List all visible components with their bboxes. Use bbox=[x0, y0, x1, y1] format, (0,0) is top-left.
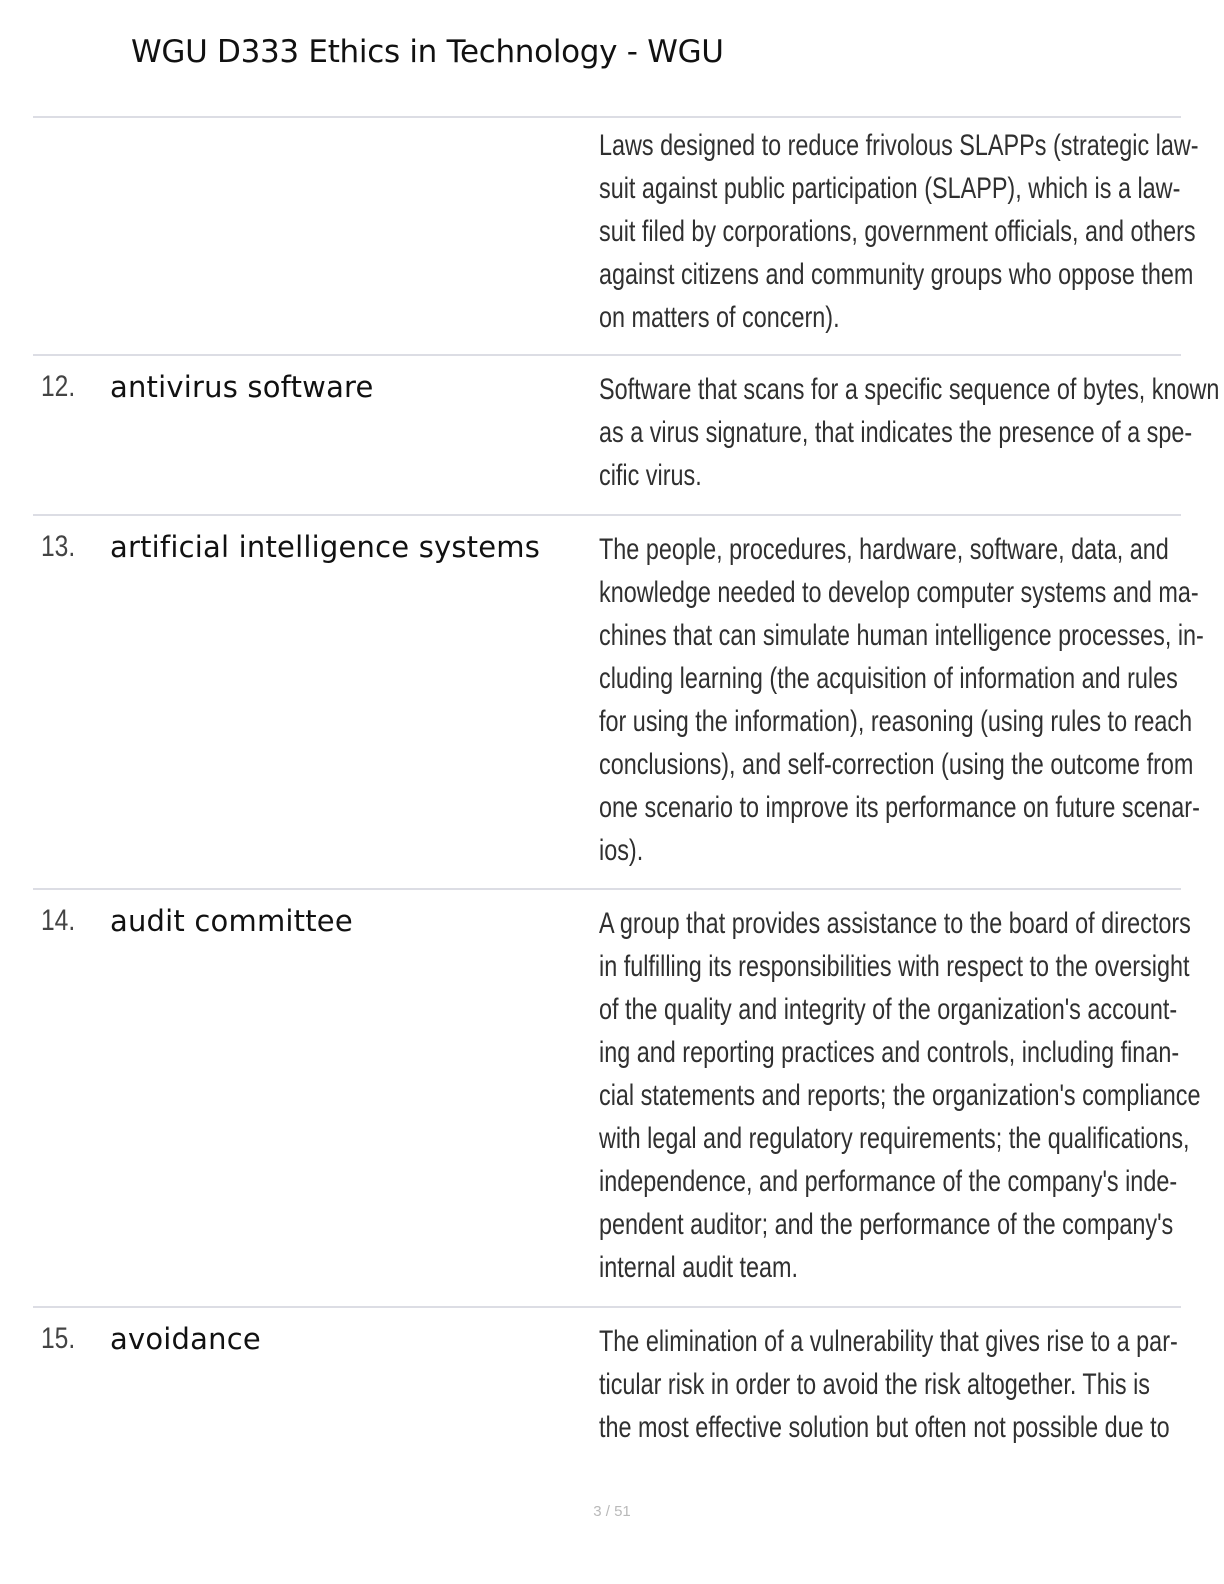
glossary-row-antivirus-software bbox=[33, 354, 1220, 514]
term-title: antivirus software bbox=[110, 370, 374, 404]
document-title: WGU D333 Ethics in Technology - WGU bbox=[131, 34, 724, 70]
glossary-row-artificial-intelligence-systems bbox=[33, 514, 1204, 888]
glossary-row-audit-committee bbox=[33, 888, 1201, 1306]
term-number: 13. bbox=[41, 530, 76, 563]
term-definition: Software that scans for a specific sequence of bytes, known as a virus signature, that indicates the presence of a spe- cific virus. bbox=[599, 373, 1220, 492]
term-title: audit committee bbox=[110, 904, 353, 938]
term-definition: A group that provides assistance to the board of directors in fulfilling its responsibilities with respect to the oversight of the quality and integrity of the organization's account- ing and reporting practices and controls, including finan- cial statements and reports; the organization's compliance with legal and regulatory requirements; the qualifications, independence, and performance of the company's inde- pendent auditor; and the performance of the company's internal audit team. bbox=[599, 907, 1201, 1284]
glossary-row-continued bbox=[33, 116, 1199, 354]
term-definition: Laws designed to reduce frivolous SLAPPs (strategic law- suit against public participation (SLAPP), which is a law- suit filed by corporations, government officials, and others against citizens and community groups who oppose them on matters of concern). bbox=[599, 129, 1199, 334]
glossary-row-avoidance bbox=[33, 1306, 1181, 1466]
page-number: 3 / 51 bbox=[593, 1503, 631, 1520]
term-number: 15. bbox=[41, 1322, 76, 1355]
term-title: avoidance bbox=[110, 1322, 261, 1356]
term-number: 14. bbox=[41, 904, 76, 937]
term-definition: The people, procedures, hardware, software, data, and knowledge needed to develop computer systems and ma- chines that can simulate human intelligence processes, in- cluding learning (the acquisition of information and rules for using the information), reasoning (using rules to reach conclusions), and self-correction (using the outcome from one scenario to improve its performance on future scenar- ios). bbox=[599, 533, 1204, 867]
term-definition: The elimination of a vulnerability that gives rise to a par- ticular risk in order to avoid the risk altogether. This is the most effective solution but often not possible due to bbox=[599, 1325, 1178, 1444]
glossary-term-list bbox=[33, 116, 1220, 1466]
term-title: artificial intelligence systems bbox=[110, 530, 541, 564]
term-number: 12. bbox=[41, 370, 76, 403]
